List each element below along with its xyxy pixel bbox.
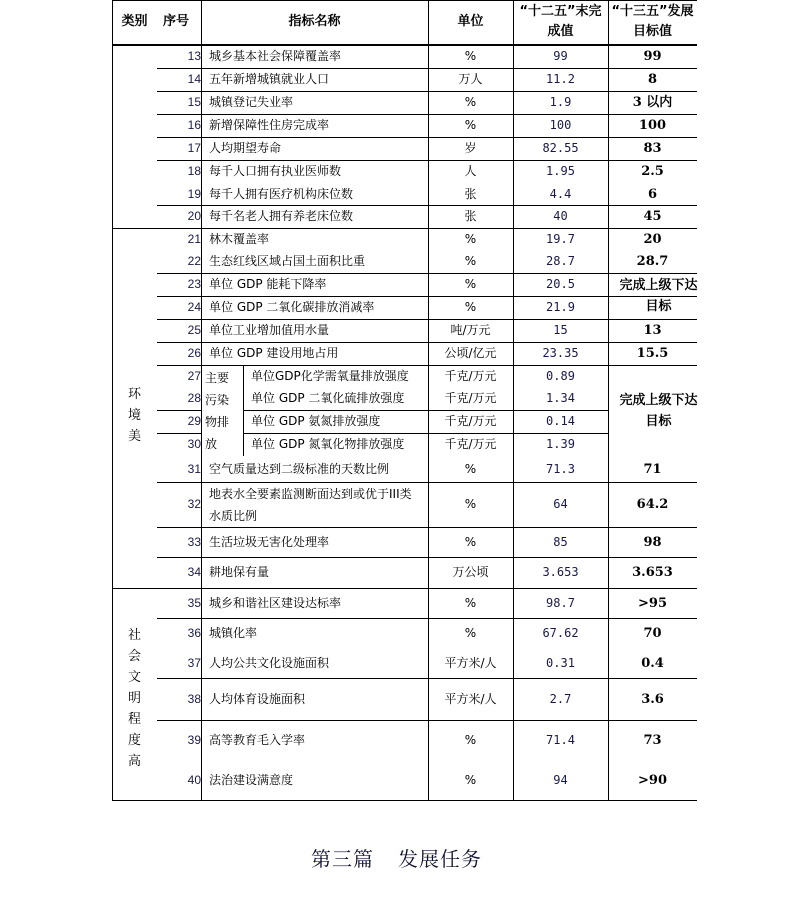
row-indicator-name: 生态红线区域占国土面积比重: [209, 254, 366, 268]
category-char: 程: [127, 711, 141, 727]
category-char: 高: [127, 753, 141, 769]
row-unit: 张: [464, 209, 477, 223]
header-category: 类别: [121, 14, 148, 29]
category-char: 美: [127, 428, 141, 444]
row-seq: 14: [187, 72, 201, 86]
row-seq: 36: [187, 625, 201, 640]
row-unit: 万公顷: [452, 565, 489, 579]
row-indicator-name: 单位工业增加值用水量: [209, 323, 330, 337]
header-name: 指标名称: [288, 14, 341, 29]
row-unit: 人: [464, 164, 477, 178]
row-unit: %: [464, 95, 477, 109]
row-target-13: 3.6: [641, 691, 664, 707]
section-part-label: 第三篇: [311, 847, 374, 871]
row-indicator-name: 新增保障性住房完成率: [209, 118, 330, 132]
row-target-13: 71: [643, 461, 662, 477]
row-unit: %: [464, 497, 477, 511]
row-seq: 23: [187, 277, 201, 291]
row-seq: 37: [187, 655, 201, 670]
row-target-13: 8: [647, 72, 658, 87]
row-seq: 16: [187, 118, 201, 132]
row-seq: 38: [187, 691, 201, 706]
row-value-12: 15: [553, 323, 568, 337]
row-target-13: 2.5: [641, 164, 664, 179]
row-indicator-name: 单位 GDP 二氧化碳排放消减率: [209, 300, 375, 314]
row-indicator-name: 每千人拥有医疗机构床位数: [209, 186, 354, 201]
row-unit: 平方米/人: [444, 691, 497, 706]
row-unit: %: [464, 595, 477, 610]
row-value-12: 94: [553, 772, 568, 787]
row-target-13: 28.7: [636, 254, 669, 269]
row-indicator-name: 城乡基本社会保障覆盖率: [209, 49, 342, 63]
row-value-12: 67.62: [542, 625, 579, 640]
row-value-12: 0.31: [546, 655, 575, 670]
row-target-13: 99: [643, 49, 662, 64]
row-target-13: 83: [643, 141, 662, 156]
row-value-12: 64: [553, 497, 568, 511]
row-value-12: 0.14: [546, 414, 575, 428]
row-unit: %: [464, 461, 477, 476]
row-seq: 34: [187, 565, 201, 579]
row-indicator-name: 耕地保有量: [209, 565, 270, 579]
row-unit: 岁: [464, 141, 477, 155]
row-seq: 24: [187, 300, 201, 314]
row-unit: %: [464, 231, 477, 246]
category-living: [112, 45, 157, 228]
row-value-12: 1.9: [549, 95, 572, 109]
category-environment: [112, 365, 157, 465]
row-unit: 千克/万元: [444, 391, 497, 405]
row-value-12: 23.35: [542, 346, 579, 360]
row-value-12: 28.7: [546, 254, 575, 268]
row-unit: %: [464, 277, 477, 291]
row-indicator-name: 城乡和谐社区建设达标率: [209, 595, 342, 610]
row-indicator-name: 每千名老人拥有养老床位数: [209, 209, 354, 223]
row-indicator-name: 单位 GDP 能耗下降率: [209, 277, 327, 291]
row-target-13: 73: [643, 732, 662, 748]
row-target-13: 98: [643, 534, 662, 550]
row-seq: 22: [187, 254, 201, 268]
row-rule: [243, 433, 608, 434]
row-value-12: 19.7: [546, 231, 575, 246]
category-society: [112, 618, 157, 778]
row-rule: [157, 410, 201, 411]
category-char: 境: [127, 407, 141, 423]
row-seq: 21: [187, 231, 201, 246]
section-title: 发展任务: [398, 847, 482, 871]
row-target-13: 45: [643, 209, 662, 224]
row-seq: 25: [187, 323, 201, 337]
category-char: 文: [127, 669, 141, 685]
row-indicator-name: 生活垃圾无害化处理率: [209, 534, 330, 549]
row-value-12: 85: [553, 534, 568, 549]
row-value-12: 1.39: [546, 437, 575, 451]
row-indicator-name: 单位 GDP 二氧化硫排放强度: [251, 391, 405, 405]
category-rule: [112, 228, 697, 229]
header-seq: 序号: [162, 14, 189, 29]
row-indicator-name: 单位 GDP 氮氧化物排放强度: [251, 437, 405, 451]
section-heading: [0, 843, 793, 872]
row-unit: %: [464, 534, 477, 549]
row-indicator-name: 五年新增城镇就业人口: [209, 72, 330, 86]
row-seq: 35: [187, 595, 201, 610]
row-target-13: 70: [643, 625, 662, 641]
category-char: 环: [127, 386, 141, 402]
category-char: 度: [127, 732, 141, 748]
row-value-12: 82.55: [542, 141, 579, 155]
row-seq: 28: [187, 391, 201, 405]
row-indicator-name: 单位 GDP 氨氮排放强度: [251, 414, 381, 428]
row-value-12: 21.9: [546, 300, 575, 314]
row-seq: 32: [187, 497, 201, 511]
row-indicator-name: 单位 GDP 建设用地占用: [209, 346, 339, 360]
row-target-13: 20: [643, 231, 662, 247]
row-target-13: >90: [638, 772, 667, 788]
row-indicator-name: 高等教育毛入学率: [209, 732, 306, 747]
row-unit: 吨/万元: [450, 323, 491, 337]
row-seq: 20: [187, 209, 201, 223]
row-unit: 张: [464, 186, 477, 201]
row-indicator-name: 人均公共文化设施面积: [209, 655, 330, 670]
row-rule: [157, 296, 608, 297]
row-value-12: 11.2: [546, 72, 575, 86]
row-target-13: 64.2: [636, 497, 669, 512]
row-rule: [157, 433, 201, 434]
row-value-12: 71.3: [546, 461, 575, 476]
row-indicator-name: 单位GDP化学需氧量排放强度: [251, 368, 409, 383]
row-seq: 15: [187, 95, 201, 109]
row-seq: 31: [187, 461, 201, 476]
row-unit: 千克/万元: [444, 437, 497, 451]
row-seq: 30: [187, 437, 201, 451]
pollutant-subcolumn-rule: [243, 365, 244, 456]
row-indicator-name: 城镇化率: [209, 625, 258, 640]
pollutant-group-label: 主要污染物排放: [205, 371, 230, 451]
row-unit: %: [464, 118, 477, 132]
category-rule: [112, 588, 697, 589]
row-seq: 26: [187, 346, 201, 360]
row-seq: 33: [187, 534, 201, 549]
row-seq: 40: [187, 772, 201, 787]
row-seq: 18: [187, 164, 201, 178]
row-value-12: 71.4: [546, 732, 575, 747]
row-unit: %: [464, 300, 477, 314]
row-indicator-name: 人均期望寿命: [209, 141, 282, 155]
category-char: 会: [127, 648, 141, 664]
row-value-12: 98.7: [546, 595, 575, 610]
row-unit: 万人: [458, 72, 483, 86]
row-unit: %: [464, 772, 477, 787]
row-seq: 17: [187, 141, 201, 155]
header-unit: 单位: [457, 14, 484, 29]
row-indicator-name: 城镇登记失业率: [209, 95, 294, 109]
row-seq: 27: [187, 368, 201, 383]
row-value-12: 1.95: [546, 164, 575, 178]
row-value-12: 20.5: [546, 277, 575, 291]
row-value-12: 99: [553, 49, 568, 63]
row-target-13: 100: [638, 118, 667, 133]
row-indicator-name: 每千人口拥有执业医师数: [209, 164, 342, 178]
row-target-13-merged: 完成上级下达目标: [619, 392, 698, 429]
row-seq: 19: [187, 186, 201, 201]
row-target-13: >95: [638, 595, 667, 611]
row-indicator-name: 法治建设满意度: [209, 772, 294, 787]
row-value-12: 1.34: [546, 391, 575, 405]
row-indicator-name: 地表水全要素监测断面达到或优于III类水质比例: [209, 486, 412, 523]
row-target-13: 3.653: [632, 565, 673, 580]
row-unit: %: [464, 625, 477, 640]
header-value-12: “十二五”末完成值: [519, 4, 602, 39]
row-value-12: 100: [549, 118, 572, 132]
category-char: 明: [127, 690, 141, 706]
row-target-13: 13: [643, 323, 662, 338]
row-value-12: 2.7: [549, 691, 572, 706]
row-unit: %: [464, 732, 477, 747]
row-seq: 39: [187, 732, 201, 747]
row-value-12: 3.653: [542, 565, 579, 579]
row-value-12: 40: [553, 209, 568, 223]
row-target-13: 3 以内: [632, 95, 673, 110]
row-indicator-name: 人均体育设施面积: [209, 691, 306, 706]
row-value-12: 4.4: [549, 186, 572, 201]
row-target-13: 0.4: [641, 655, 664, 671]
table-bottom-rule: [112, 800, 697, 801]
row-unit: 千克/万元: [444, 368, 497, 383]
row-indicator-name: 林木覆盖率: [209, 231, 270, 246]
header-target-13: “十三五”发展目标值: [611, 4, 694, 39]
row-value-12: 0.89: [546, 368, 575, 383]
row-unit: %: [464, 254, 477, 268]
category-char: 社: [127, 627, 141, 643]
row-target-13-merged: 完成上级下达目标: [619, 278, 698, 314]
row-unit: %: [464, 49, 477, 63]
row-unit: 公顷/亿元: [444, 346, 497, 360]
row-rule: [243, 410, 608, 411]
row-unit: 平方米/人: [444, 655, 497, 670]
row-seq: 29: [187, 414, 201, 428]
row-indicator-name: 空气质量达到二级标准的天数比例: [209, 461, 390, 476]
row-target-13: 6: [647, 186, 658, 202]
row-seq: 13: [187, 49, 201, 63]
row-unit: 千克/万元: [444, 414, 497, 428]
row-target-13: 15.5: [636, 346, 669, 361]
